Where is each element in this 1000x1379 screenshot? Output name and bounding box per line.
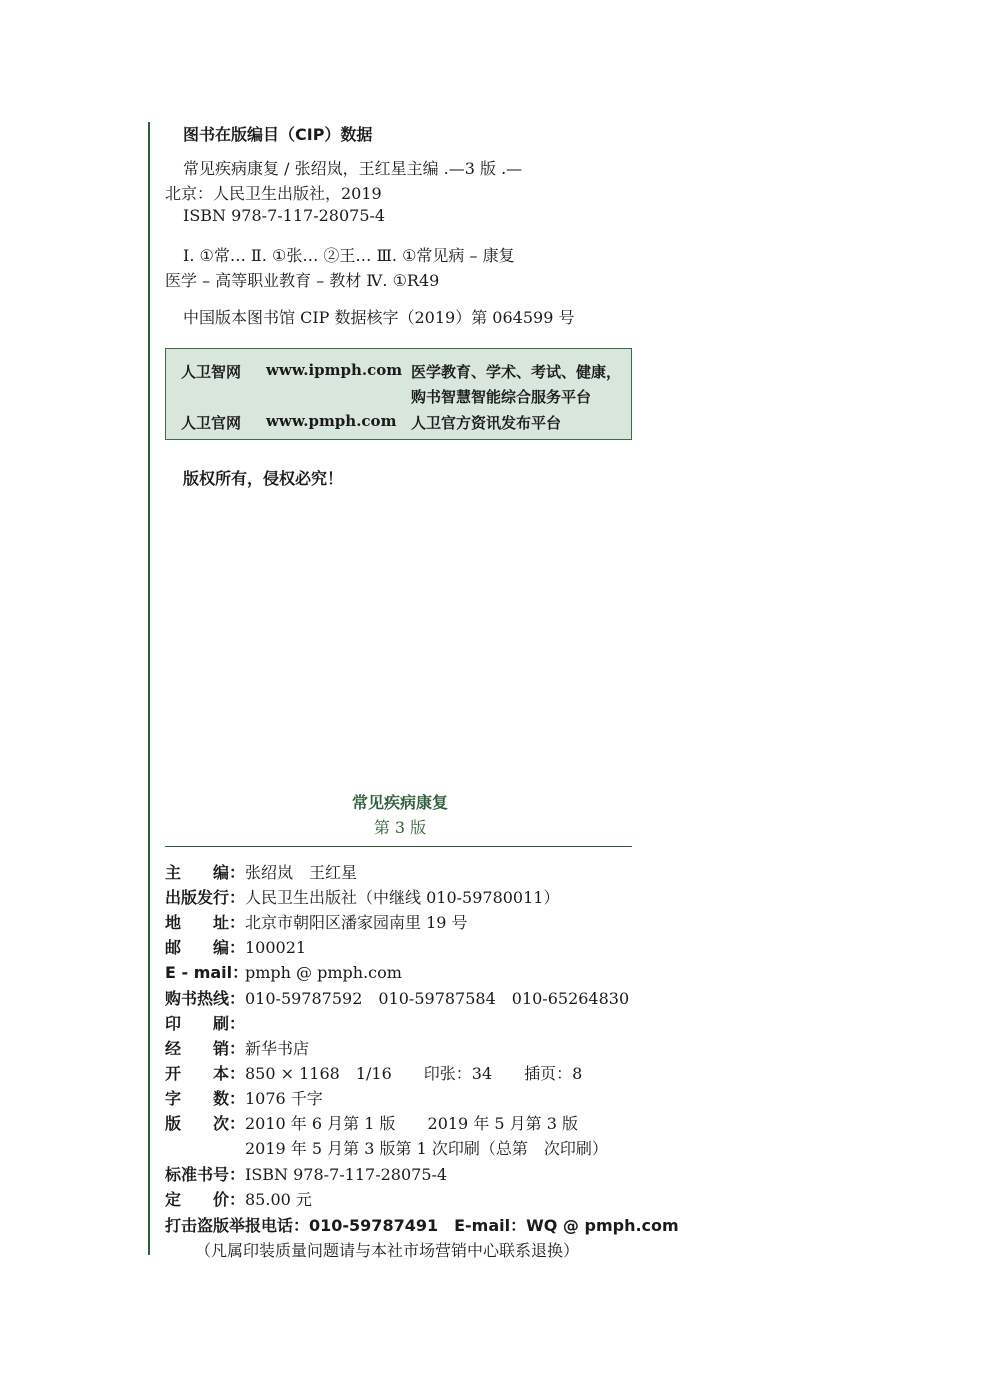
copyright-notice: 版权所有，侵权必究！ [183,469,344,488]
cip-title: 图书在版编目（CIP）数据 [183,125,373,144]
info-label: 字 数： [165,1089,246,1108]
cip-line-3: ISBN 978-7-117-28075-4 [183,206,386,225]
info-value: 850 × 1168 1/16 印张：34 插页：8 [245,1064,583,1083]
info-label: E - mail： [165,963,249,982]
info-row-wordcount [165,1086,323,1109]
book-title: 常见疾病康复 [351,793,448,812]
divider-rule [165,846,632,847]
info-label: 印 刷： [165,1014,246,1033]
info-value: 2019 年 5 月第 3 版第 1 次印刷（总第 次印刷） [245,1139,608,1158]
box-row2-name: 人卫官网 [181,414,242,432]
info-row-printer [165,1011,245,1034]
info-value: 新华书店 [245,1039,310,1058]
info-label: 邮 编： [165,938,246,957]
info-value: 100021 [245,938,307,957]
info-row-postcode [165,935,306,958]
cip-line-2: 北京：人民卫生出版社，2019 [165,184,382,203]
info-row-edition [165,1111,578,1134]
info-label: 购书热线： [165,989,246,1008]
book-edition: 第 3 版 [373,818,427,837]
cip-line-4: Ⅰ. ①常… Ⅱ. ①张… ②王… Ⅲ. ①常见病 – 康复 [183,246,515,265]
info-label: 主 编： [165,863,246,882]
info-label: 版 次： [165,1114,246,1133]
info-row-format [165,1061,582,1084]
info-label: 地 址： [165,913,246,932]
info-row-distributor [165,1036,309,1059]
info-value: 人民卫生出版社（中继线 010-59780011） [245,888,560,907]
box-row1-name: 人卫智网 [181,363,242,381]
box-row1-desc-a: 医学教育、学术、考试、健康， [411,363,622,381]
info-label: 开 本： [165,1064,246,1083]
box-row1-url[interactable]: www.ipmph.com [266,361,403,379]
info-row-address [165,910,468,933]
box-row1-desc-b: 购书智慧智能综合服务平台 [411,388,592,406]
info-label: 定 价： [165,1190,246,1209]
anti-piracy-report: 打击盗版举报电话：010-59787491 E-mail：WQ @ pmph.com [165,1216,679,1235]
cip-line-6: 中国版本图书馆 CIP 数据核字（2019）第 064599 号 [183,308,575,327]
website-info-box [165,348,632,440]
info-value: 1076 千字 [245,1089,323,1108]
info-row-isbn [165,1162,447,1185]
box-row2-desc: 人卫官方资讯发布平台 [411,414,562,432]
info-value: 85.00 元 [245,1190,312,1209]
info-label: 出版发行： [165,888,246,907]
info-value: 2010 年 6 月第 1 版 2019 年 5 月第 3 版 [245,1114,579,1133]
info-value: 010-59787592 010-59787584 010-65264830 [245,989,630,1008]
info-row-price [165,1187,312,1210]
info-value: ISBN 978-7-117-28075-4 [245,1165,448,1184]
return-policy-note: （凡属印装质量问题请与本社市场营销中心联系退换） [195,1241,580,1260]
info-row-hotline [165,986,629,1009]
info-row-printing [165,1136,608,1159]
info-row-publisher [165,885,559,908]
info-row-email [165,960,402,983]
info-value[interactable]: pmph @ pmph.com [245,963,402,982]
info-value: 张绍岚 王红星 [245,863,358,882]
box-row2-url[interactable]: www.pmph.com [266,412,397,430]
cip-line-1: 常见疾病康复 / 张绍岚，王红星主编 .—3 版 .— [183,159,523,178]
info-label: 经 销： [165,1039,246,1058]
info-value: 北京市朝阳区潘家园南里 19 号 [245,913,468,932]
info-label: 标准书号： [165,1165,246,1184]
info-row-editor [165,860,357,883]
left-margin-rule [148,122,150,1255]
cip-line-5: 医学 – 高等职业教育 – 教材 Ⅳ. ①R49 [165,271,440,290]
